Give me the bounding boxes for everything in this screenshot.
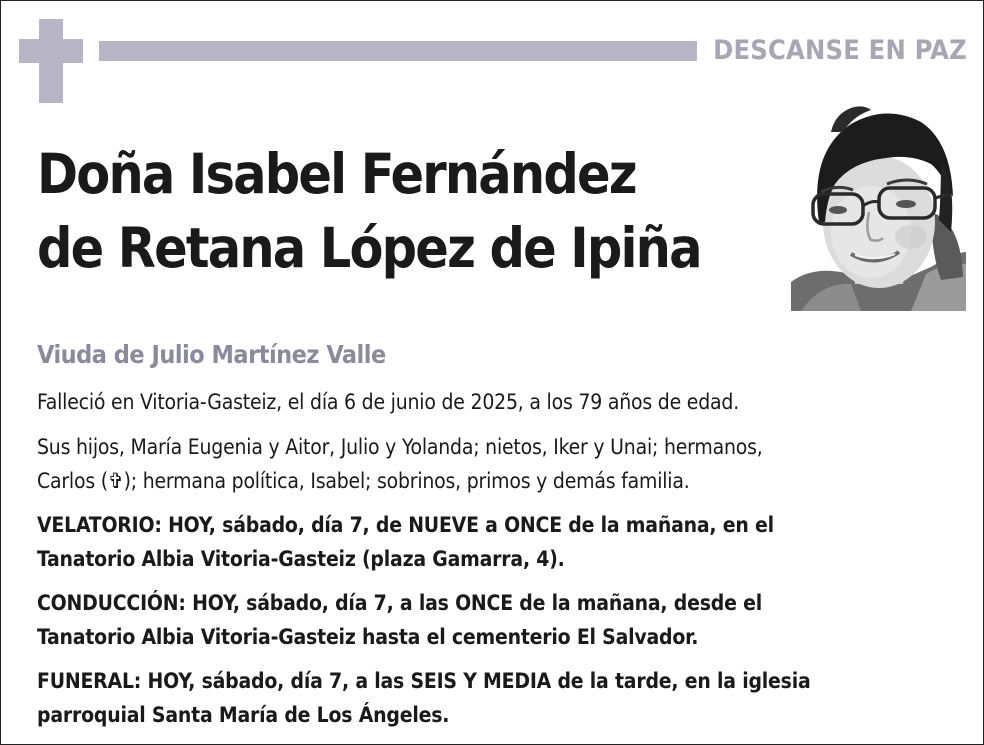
funeral-paragraph	[37, 664, 967, 732]
deceased-name-line-2: de Retana López de Ipiña	[37, 216, 701, 280]
conduccion-line-1: CONDUCCIÓN: HOY, sábado, día 7, a las ONCE de la mañana, desde el	[37, 591, 762, 615]
conduccion-line-2: Tanatorio Albia Vitoria-Gasteiz hasta el cementerio El Salvador.	[37, 625, 699, 649]
death-notice-paragraph	[37, 385, 967, 419]
deceased-subtitle: Viuda de Julio Martínez Valle	[37, 340, 386, 369]
funeral-line-2: parroquial Santa María de Los Ángeles.	[37, 703, 450, 727]
velatorio-line-2: Tanatorio Albia Vitoria-Gasteiz (plaza Gamarra, 4).	[37, 547, 565, 571]
header-tagline: DESCANSE EN PAZ	[713, 35, 967, 66]
deceased-name	[37, 137, 701, 285]
deceased-name-line-1: Doña Isabel Fernández	[37, 142, 636, 206]
family-paragraph	[37, 430, 967, 498]
velatorio-paragraph	[37, 508, 967, 576]
portrait-photo	[791, 102, 966, 311]
funeral-line-1: FUNERAL: HOY, sábado, día 7, a las SEIS Y MEDIA de la tarde, en la iglesia	[37, 669, 811, 693]
velatorio-line-1: VELATORIO: HOY, sábado, día 7, de NUEVE a ONCE de la mañana, en el	[37, 513, 774, 537]
cross-horizontal-bar	[19, 39, 83, 63]
family-line-2: Carlos (✞); hermana política, Isabel; sobrinos, primos y demás familia.	[37, 469, 690, 493]
header-divider-bar	[99, 41, 697, 61]
conduccion-paragraph	[37, 586, 967, 654]
death-notice-text: Falleció en Vitoria-Gasteiz, el día 6 de junio de 2025, a los 79 años de edad.	[37, 390, 740, 414]
portrait-image	[791, 102, 966, 311]
family-line-1: Sus hijos, María Eugenia y Aitor, Julio y Yolanda; nietos, Iker y Unai; hermanos,	[37, 435, 763, 459]
